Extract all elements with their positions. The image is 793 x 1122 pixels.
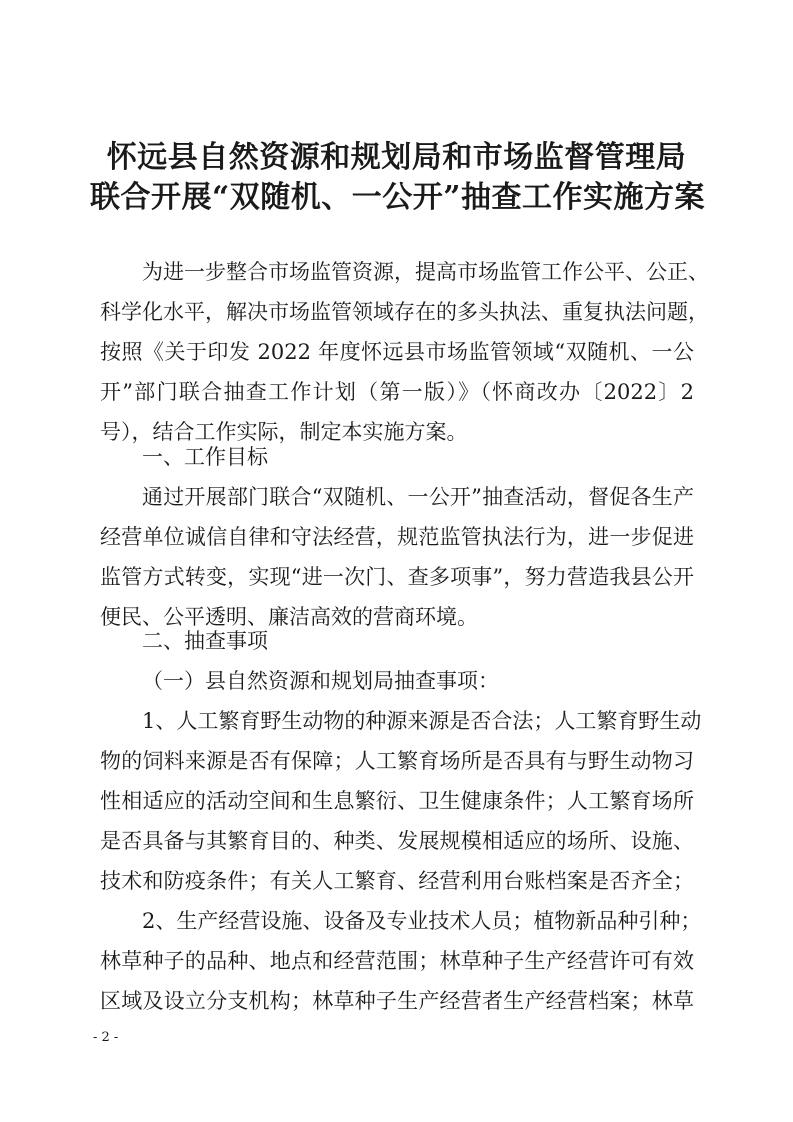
section1-line: 便民、公平透明、廉洁高效的营商环境。 bbox=[100, 605, 478, 629]
intro-line: 开”部门联合抽查工作计划（第一版）》（怀商改办〔2022〕2 bbox=[100, 380, 694, 404]
item1-line: 1、人工繁育野生动物的种源来源是否合法；人工繁育野生动 bbox=[142, 709, 702, 733]
intro-line: 科学化水平，解决市场监管领域存在的多头执法、重复执法问题， bbox=[100, 300, 709, 324]
document-title-line-1: 怀远县自然资源和规划局和市场监督管理局 bbox=[106, 140, 687, 175]
item2-line: 2、生产经营设施、设备及专业技术人员；植物新品种引种； bbox=[142, 909, 702, 933]
section1-line: 通过开展部门联合“双随机、一公开”抽查活动，督促各生产 bbox=[142, 485, 694, 509]
item2-line: 区域及设立分支机构；林草种子生产经营者生产经营档案；林草 bbox=[100, 989, 694, 1013]
section1-line: 经营单位诚信自律和守法经营，规范监管执法行为，进一步促进 bbox=[100, 525, 694, 549]
item1-line: 是否具备与其繁育目的、种类、发展规模相适应的场所、设施、 bbox=[100, 829, 694, 853]
item1-line: 物的饲料来源是否有保障；人工繁育场所是否具有与野生动物习 bbox=[100, 749, 694, 773]
section1-line: 监管方式转变，实现“进一次门、查多项事”，努力营造我县公开 bbox=[100, 565, 694, 589]
intro-line: 按照《关于印发 2022 年度怀远县市场监管领域“双随机、一公 bbox=[100, 340, 694, 364]
item1-line: 技术和防疫条件；有关人工繁育、经营利用台账档案是否齐全； bbox=[100, 869, 694, 893]
item1-line: 性相适应的活动空间和生息繁衍、卫生健康条件；人工繁育场所 bbox=[100, 789, 694, 813]
item2-line: 林草种子的品种、地点和经营范围；林草种子生产经营许可有效 bbox=[100, 949, 694, 973]
document-title-line-2: 联合开展“双随机、一公开”抽查工作实施方案 bbox=[90, 180, 706, 215]
subsection-heading: （一）县自然资源和规划局抽查事项： bbox=[142, 669, 499, 693]
section-heading: 二、抽查事项 bbox=[142, 629, 268, 653]
intro-line: 号），结合工作实际，制定本实施方案。 bbox=[100, 420, 468, 444]
intro-line: 为进一步整合市场监管资源，提高市场监管工作公平、公正、 bbox=[142, 260, 709, 284]
section-heading: 一、工作目标 bbox=[142, 445, 268, 469]
page-number: - 2 - bbox=[93, 1030, 119, 1045]
